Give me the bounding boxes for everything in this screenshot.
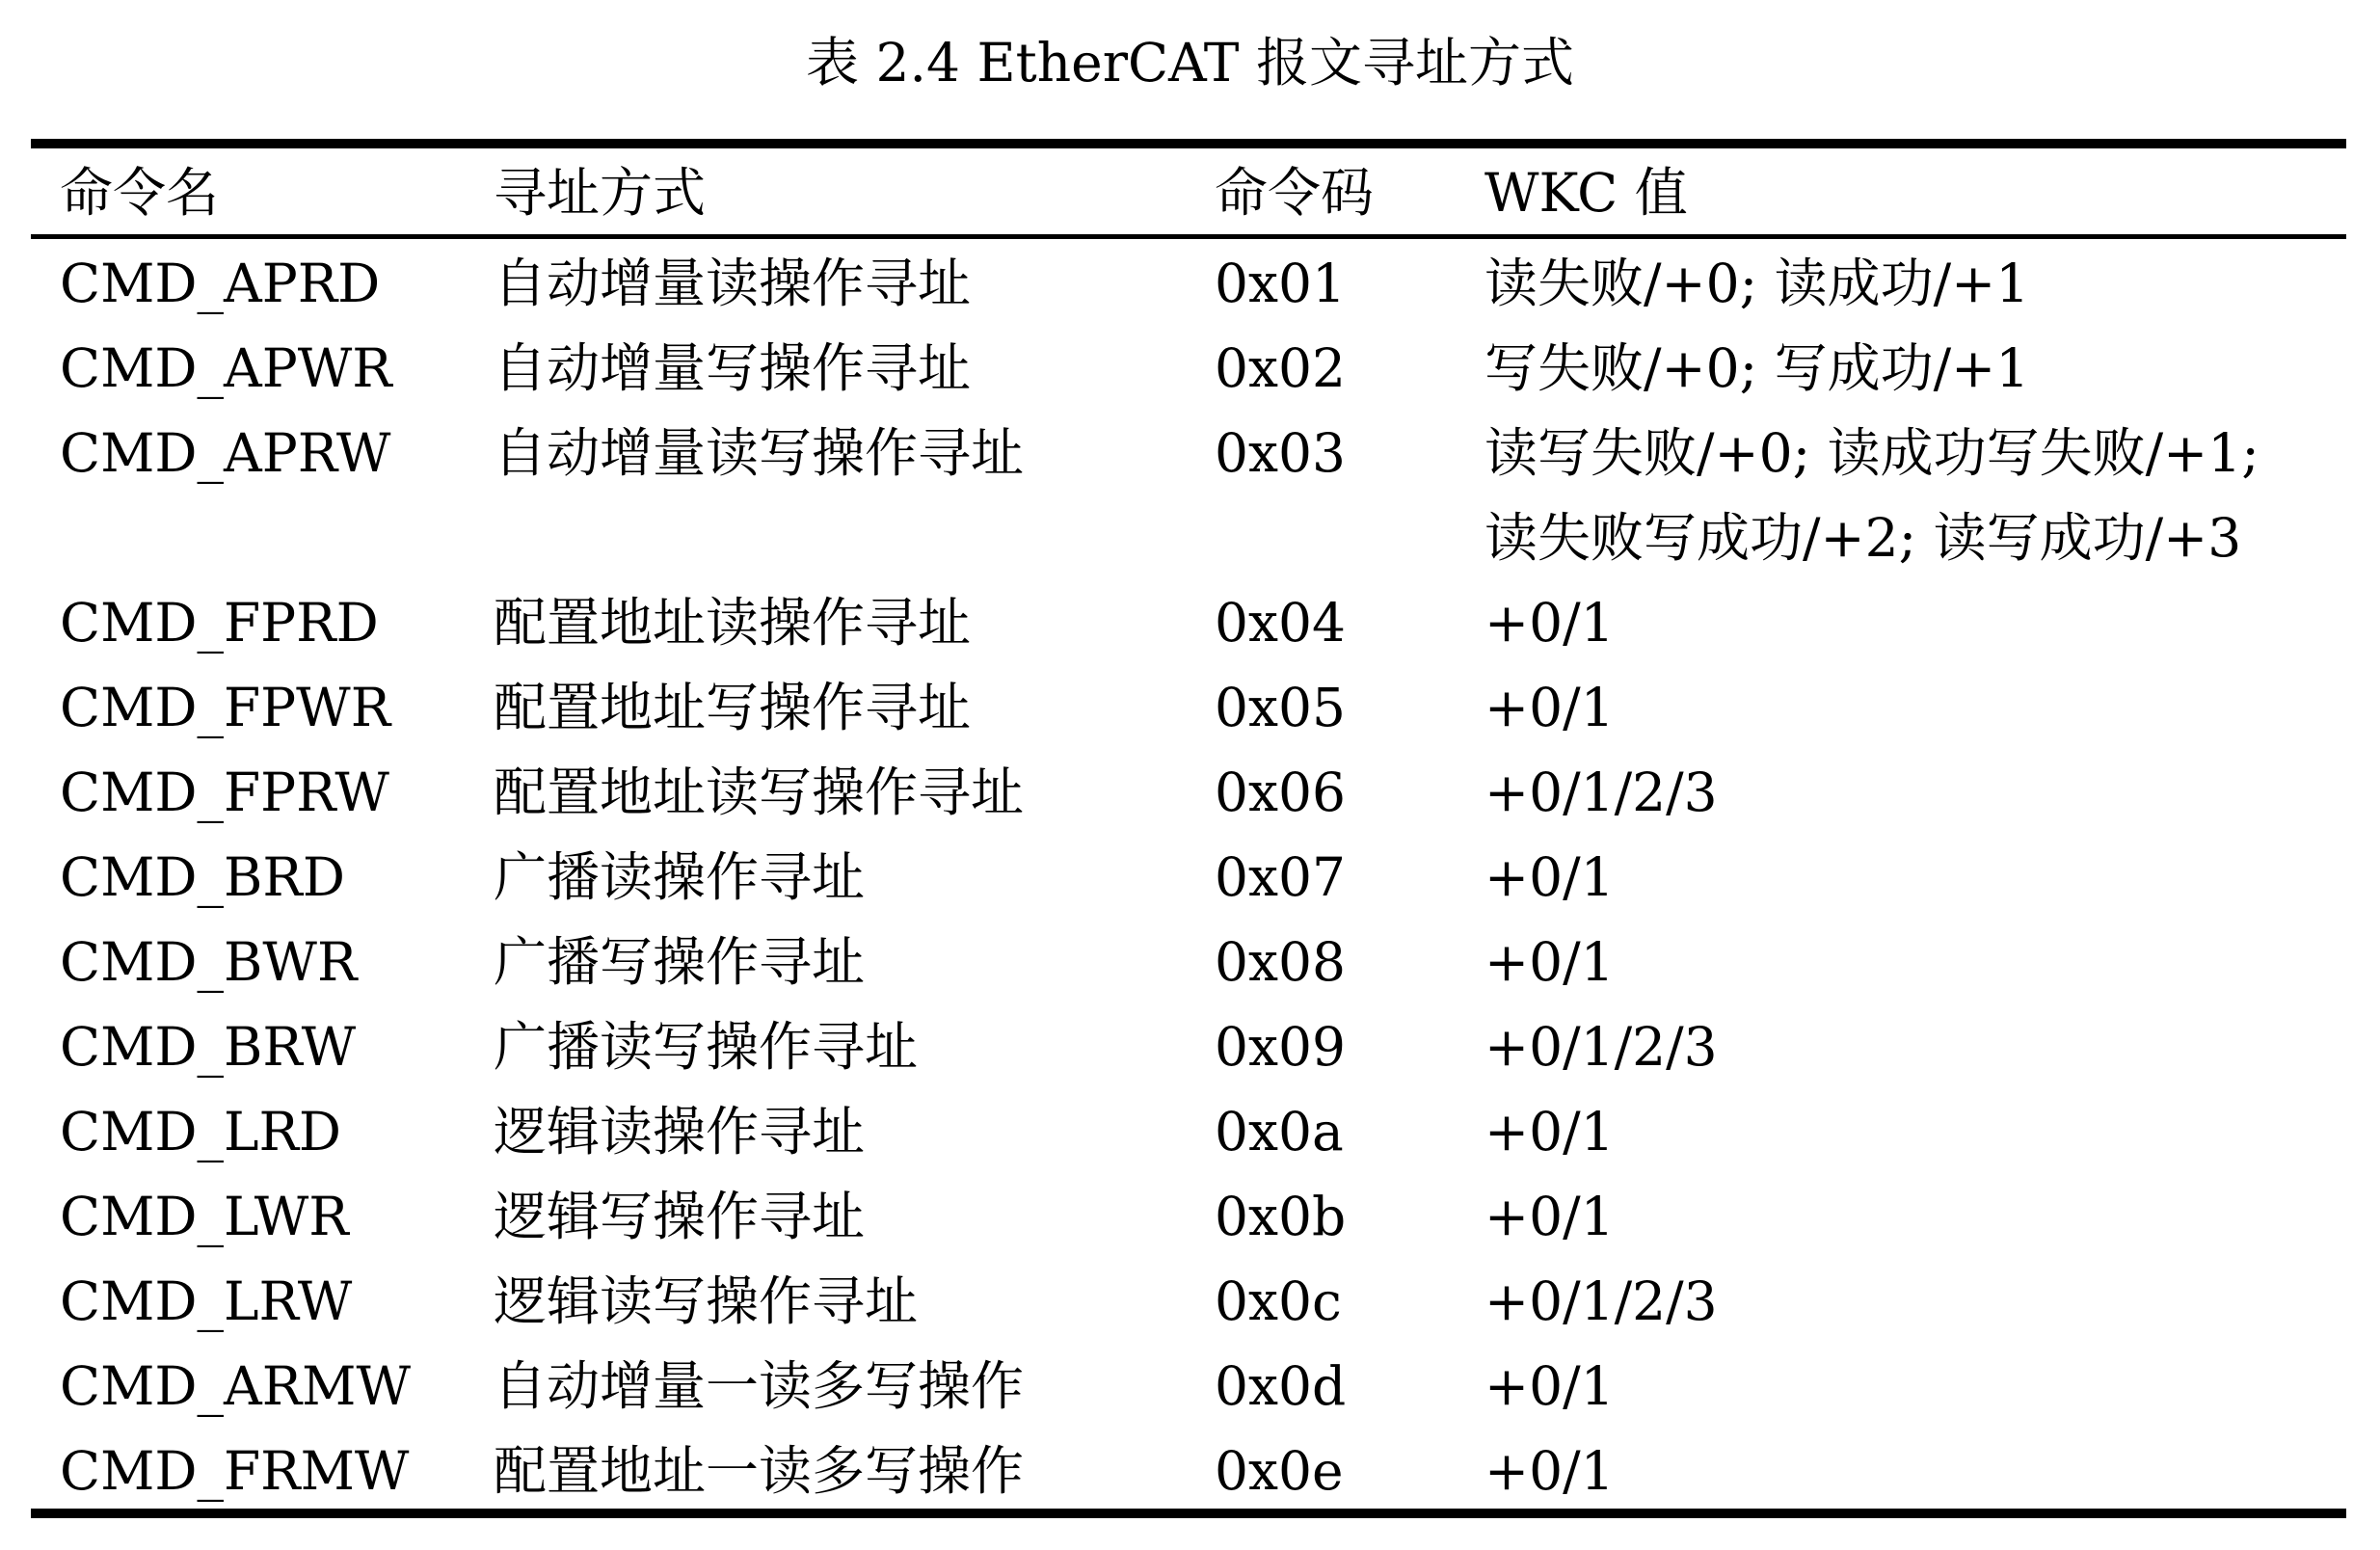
table-row [0,411,2380,580]
command-code-cell: 0x0d [1215,1355,1347,1417]
wkc-value-line: +0/1/2/3 [1484,1016,1718,1078]
wkc-value-cell [1484,665,1615,750]
wkc-value-line: 读失败/+0; 读成功/+1 [1484,253,2030,314]
command-code-cell: 0x03 [1215,422,1346,484]
wkc-value-cell [1484,1259,1718,1344]
command-name-cell: CMD_BWR [60,931,358,993]
wkc-value-line: +0/1/2/3 [1484,1270,1718,1332]
command-code-cell: 0x07 [1215,846,1346,908]
wkc-value-line: 读失败写成功/+2; 读写成功/+3 [1484,507,2242,569]
command-code-cell: 0x0c [1215,1270,1342,1332]
wkc-value-line: +0/1 [1484,1101,1615,1162]
bottom-rule [31,1509,2346,1518]
table-row [0,1259,2380,1344]
table-row [0,835,2380,920]
addressing-mode-cell: 广播读写操作寻址 [494,1016,919,1078]
addressing-mode-cell: 自动增量写操作寻址 [494,337,972,399]
table-caption: 表 2.4 EtherCAT 报文寻址方式 [806,32,1574,94]
command-code-cell: 0x02 [1215,337,1346,399]
wkc-value-line: +0/1 [1484,592,1615,654]
command-code-cell: 0x08 [1215,931,1346,993]
command-name-cell: CMD_LRW [60,1270,353,1332]
table-row [0,241,2380,326]
wkc-value-line: 读写失败/+0; 读成功写失败/+1; [1484,422,2260,484]
command-name-cell: CMD_APWR [60,337,392,399]
table-row [0,326,2380,411]
header-wkc-value: WKC 值 [1484,162,1688,224]
command-code-cell: 0x0b [1215,1186,1347,1247]
table-row [0,1429,2380,1513]
command-code-cell: 0x06 [1215,762,1346,823]
command-code-cell: 0x05 [1215,677,1346,738]
addressing-mode-cell: 逻辑读操作寻址 [494,1101,866,1162]
command-name-cell: CMD_FPRW [60,762,389,823]
addressing-mode-cell: 自动增量一读多写操作 [494,1355,1025,1417]
header-rule [31,234,2346,239]
command-code-cell: 0x09 [1215,1016,1346,1078]
addressing-mode-cell: 逻辑写操作寻址 [494,1186,866,1247]
wkc-value-line: +0/1 [1484,846,1615,908]
wkc-value-cell [1484,411,2260,580]
addressing-mode-cell: 自动增量读操作寻址 [494,253,972,314]
table-row [0,1089,2380,1174]
addressing-mode-cell: 配置地址一读多写操作 [494,1440,1025,1502]
wkc-value-line: +0/1 [1484,677,1615,738]
wkc-value-cell [1484,1429,1615,1513]
wkc-value-line: +0/1/2/3 [1484,762,1718,823]
command-name-cell: CMD_BRD [60,846,345,908]
wkc-value-cell [1484,835,1615,920]
table-row [0,920,2380,1004]
command-name-cell: CMD_BRW [60,1016,357,1078]
addressing-mode-cell: 广播写操作寻址 [494,931,866,993]
header-command-code: 命令码 [1215,162,1375,224]
command-code-cell: 0x0e [1215,1440,1344,1502]
wkc-value-cell [1484,326,2029,411]
wkc-value-cell [1484,1004,1718,1089]
table-row [0,1174,2380,1259]
wkc-value-line: +0/1 [1484,1440,1615,1502]
wkc-value-cell [1484,920,1615,1004]
wkc-value-cell [1484,750,1718,835]
command-name-cell: CMD_ARMW [60,1355,411,1417]
table-row [0,1344,2380,1429]
command-name-cell: CMD_APRD [60,253,381,314]
table-header [0,154,2380,231]
command-name-cell: CMD_FRMW [60,1440,410,1502]
command-name-cell: CMD_LRD [60,1101,342,1162]
header-command-name: 命令名 [60,162,220,224]
command-name-cell: CMD_FPWR [60,677,391,738]
wkc-value-cell [1484,580,1615,665]
addressing-mode-cell: 配置地址读写操作寻址 [494,762,1025,823]
command-name-cell: CMD_APRW [60,422,391,484]
table-row [0,665,2380,750]
addressing-mode-cell: 配置地址读操作寻址 [494,592,972,654]
command-code-cell: 0x0a [1215,1101,1344,1162]
addressing-mode-cell: 逻辑读写操作寻址 [494,1270,919,1332]
command-code-cell: 0x04 [1215,592,1346,654]
wkc-value-line: +0/1 [1484,931,1615,993]
wkc-value-cell [1484,1344,1615,1429]
table-body [0,241,2380,1513]
addressing-mode-cell: 自动增量读写操作寻址 [494,422,1025,484]
wkc-value-line: +0/1 [1484,1355,1615,1417]
wkc-value-line: +0/1 [1484,1186,1615,1247]
table-row [0,580,2380,665]
wkc-value-line: 写失败/+0; 写成功/+1 [1484,337,2030,399]
header-addressing-mode: 寻址方式 [494,162,707,224]
wkc-value-cell [1484,241,2029,326]
wkc-value-cell [1484,1174,1615,1259]
addressing-mode-cell: 配置地址写操作寻址 [494,677,972,738]
wkc-value-cell [1484,1089,1615,1174]
top-rule [31,139,2346,148]
command-name-cell: CMD_FPRD [60,592,379,654]
command-code-cell: 0x01 [1215,253,1346,314]
table-row [0,1004,2380,1089]
addressing-mode-cell: 广播读操作寻址 [494,846,866,908]
table-row [0,750,2380,835]
command-name-cell: CMD_LWR [60,1186,349,1247]
